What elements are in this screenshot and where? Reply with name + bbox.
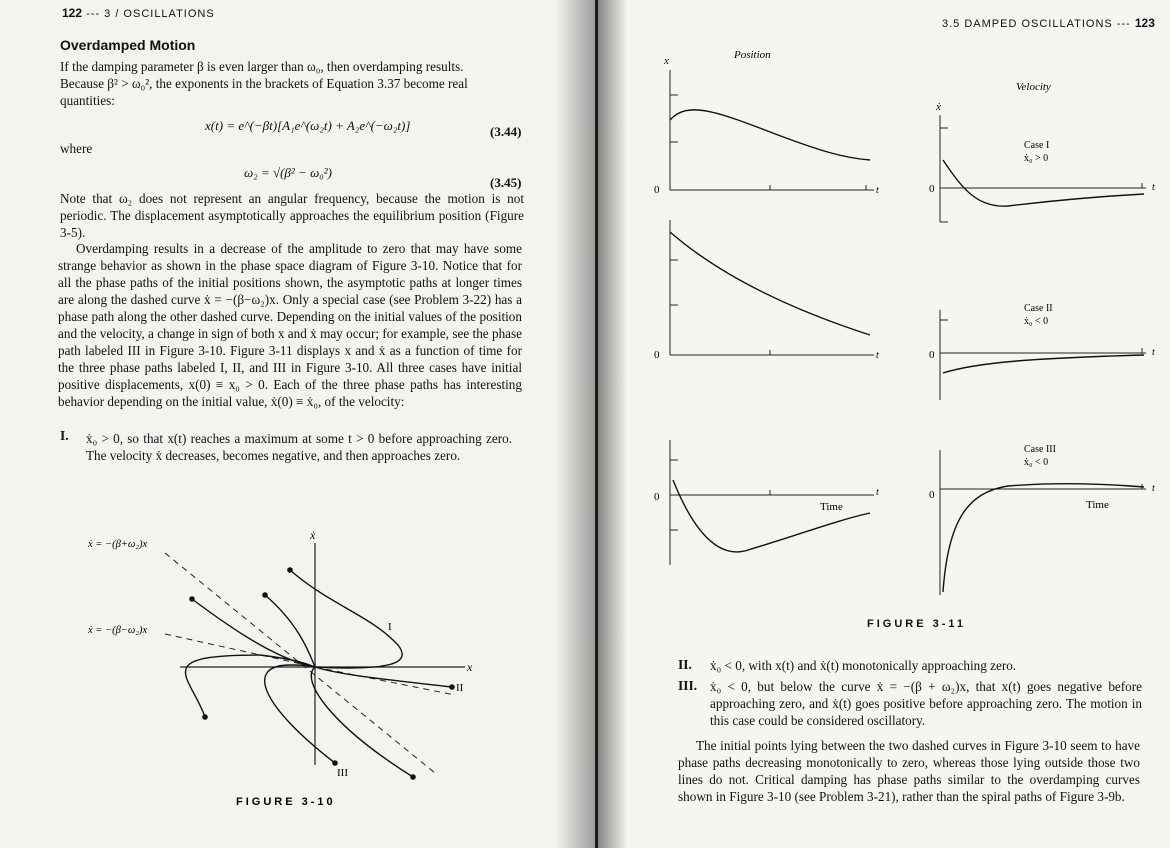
page-number-right: 123 <box>1134 16 1155 30</box>
phase-path-d <box>311 667 413 777</box>
running-head-right <box>942 16 1155 30</box>
phase-path-start-II <box>449 684 455 690</box>
phase-path-start-d <box>410 774 416 780</box>
phase-label-I: I <box>388 621 392 633</box>
velocity-time-label: Time <box>1086 499 1109 511</box>
equation-3-44: x(t) = e^(−βt)[A₁e^(ω₂t) + A₂e^(−ω₂t)] <box>205 118 411 133</box>
phase-path-case-III <box>265 665 335 763</box>
body-paragraph-2: Overdamping results in a decrease of the amplitude to zero that may have some strange behavior as shown in the phase space diagram of Figure 3-10. Notice that for all the phase paths of the initial positions shown, the asymptotic paths at longer times are along the dashed curve ẋ = −(β−ω₂)x. Only a special case (see Problem 3-22) has a phase path along the other dashed curve. Depending on the initial values of the position and the velocity, a change in sign of both x and ẋ may occur; for example, see the phase path labeled III in Figure 3-10. Figure 3-11 displays x and ẋ as a function of time for the three phase paths labeled I, II, and III in Figure 3-10. All three cases have initial positive displacements, x(0) ≡ x₀ > 0. Each of the three phase paths has interesting behavior depending on the initial value, ẋ(0) ≡ ẋ₀, of the velocity: <box>58 241 522 409</box>
where-text: where <box>60 141 93 156</box>
velocity-case-3-panel <box>929 444 1155 595</box>
phase-path-start-a <box>262 592 268 598</box>
position-axis-label: x <box>664 55 669 67</box>
velocity-t-1: t <box>1152 182 1155 193</box>
velocity-curve-case-2 <box>943 355 1144 373</box>
velocity-case-2-panel <box>929 303 1155 400</box>
intro-line-3: quantities: <box>60 93 115 108</box>
velocity-t-2: t <box>1152 347 1155 358</box>
phase-label-III: III <box>337 767 348 779</box>
velocity-curve-case-3 <box>943 484 1144 592</box>
velocity-curve-case-1 <box>943 160 1144 206</box>
phase-path-b <box>192 599 315 667</box>
list-item-3-text: ẋ₀ < 0, but below the curve ẋ = −(β + ω₂)x, that x(t) goes negative before approaching zero, and ẋ(t) goes positive before approaching zero. The motion in this case could be considered oscillatory. <box>710 679 1142 728</box>
figure-3-11-caption: FIGURE 3-11 <box>867 618 967 630</box>
position-t-1: t <box>876 185 879 196</box>
position-curve-case-2 <box>670 232 870 335</box>
phase-path-start-b <box>189 596 195 602</box>
list-item-2-label: II. <box>678 657 692 672</box>
figure-3-10 <box>0 515 595 815</box>
right-page <box>598 0 1170 848</box>
velocity-case-3-title: Case III <box>1024 444 1056 455</box>
position-curve-case-3 <box>673 480 870 552</box>
body-paragraph-3: The initial points lying between the two dashed curves in Figure 3-10 seem to have phase paths decreasing monotonically to zero, whereas those lying outside those two lines do not. Critical damping has phase paths similar to the overdamping curves shown in Figure 3-10 (see Problem 3-21), rather than the spiral paths of Figure 3-9b. <box>678 738 1140 804</box>
equation-3-45: ω₂ = √(β² − ω₀²) <box>244 165 333 180</box>
position-zero-3: 0 <box>654 491 660 503</box>
velocity-zero-1: 0 <box>929 183 935 195</box>
section-running-title: 3.5 DAMPED OSCILLATIONS --- <box>942 18 1131 30</box>
velocity-t-3: t <box>1152 483 1155 494</box>
phase-path-start-III <box>332 760 338 766</box>
list-item-1-label: I. <box>60 428 69 443</box>
position-case-3-panel <box>654 440 879 565</box>
phase-axis-x-label: x <box>467 660 473 674</box>
intro-paragraph <box>60 58 526 109</box>
phase-path-start-c <box>202 714 208 720</box>
velocity-case-1-condition: ẋ₀ > 0 <box>1024 153 1049 164</box>
position-case-2-panel <box>654 220 879 361</box>
dashed-line-label-lower: ẋ = −(β−ω₂)x <box>88 625 148 636</box>
position-t-2: t <box>876 350 879 361</box>
velocity-case-3-condition: ẋ₀ < 0 <box>1024 457 1049 468</box>
list-item-1-text: ẋ₀ > 0, so that x(t) reaches a maximum at some t > 0 before approaching zero. The velocity ẋ decreases, becomes negative, and then approaches zero. <box>86 431 512 463</box>
phase-path-case-II <box>315 667 452 687</box>
figure-3-11 <box>598 40 1170 600</box>
equation-3-45-label: (3.45) <box>490 175 522 190</box>
velocity-case-1-panel <box>929 115 1155 222</box>
phase-path-c <box>185 655 315 717</box>
running-head-left <box>62 6 215 20</box>
position-zero-2: 0 <box>654 349 660 361</box>
list-item-3-label: III. <box>678 678 698 693</box>
velocity-zero-2: 0 <box>929 349 935 361</box>
position-curve-case-1 <box>670 110 870 160</box>
intro-line-1: If the damping parameter β is even larger than ω₀, then overdamping results. <box>60 59 464 74</box>
chapter-title: --- 3 / OSCILLATIONS <box>86 8 215 20</box>
left-gutter-shadow <box>555 0 595 848</box>
intro-line-2: Because β² > ω₀², the exponents in the brackets of Equation 3.37 become real <box>60 76 468 91</box>
velocity-zero-3: 0 <box>929 489 935 501</box>
phase-path-case-I <box>290 570 402 668</box>
equation-3-44-label: (3.44) <box>490 124 522 139</box>
velocity-case-1-title: Case I <box>1024 140 1050 151</box>
figure-3-10-caption: FIGURE 3-10 <box>236 796 336 808</box>
velocity-axis-label: ẋ <box>936 101 941 113</box>
section-title: Overdamped Motion <box>60 37 196 53</box>
position-zero-1: 0 <box>654 184 660 196</box>
list-item-2-text: ẋ₀ < 0, with x(t) and ẋ(t) monotonically approaching zero. <box>710 658 1017 673</box>
velocity-title: Velocity <box>1016 81 1051 93</box>
position-title: Position <box>734 49 771 61</box>
body-paragraph-1: Note that ω₂ does not represent an angular frequency, because the motion is not periodic. The displacement asymptotically approaches the equilibrium position (Figure 3-5). <box>60 191 524 240</box>
phase-path-start-I <box>287 567 293 573</box>
position-t-3: t <box>876 487 879 498</box>
phase-axis-v-label: ẋ <box>310 528 316 542</box>
page-number-left: 122 <box>62 6 83 20</box>
velocity-case-2-title: Case II <box>1024 303 1053 314</box>
position-case-1-panel <box>654 70 879 196</box>
velocity-case-2-condition: ẋ₀ < 0 <box>1024 316 1049 327</box>
position-time-label: Time <box>820 501 843 513</box>
dashed-line-label-upper: ẋ = −(β+ω₂)x <box>88 539 148 550</box>
phase-label-II: II <box>456 682 464 694</box>
